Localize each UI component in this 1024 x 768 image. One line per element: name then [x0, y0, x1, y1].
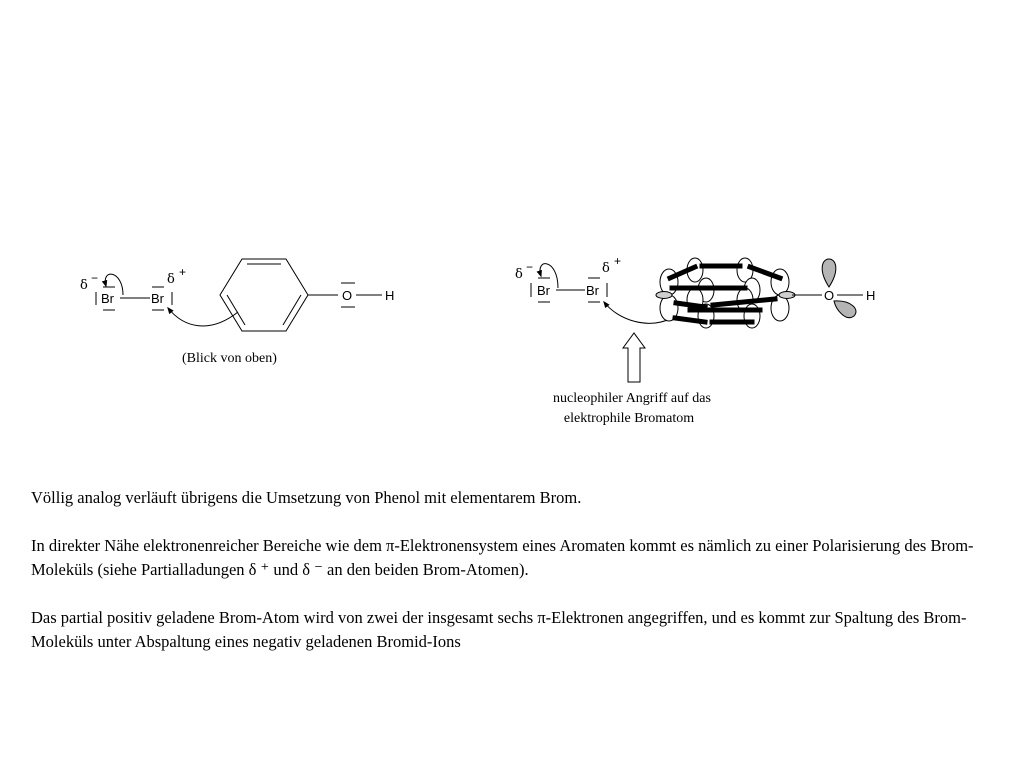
right-delta-plus: δ — [602, 261, 610, 276]
left-attack-arrow — [168, 308, 238, 326]
left-br-atom-1: Br — [101, 291, 114, 306]
paragraph-1: Völlig analog verläuft übrigens die Umsetzung von Phenol mit elementarem Brom. — [31, 488, 582, 507]
paragraph-3: Das partial positiv geladene Brom-Atom wird von zwei der insgesamt sechs π-Elektronen angegriffen, und es kommt zur Spaltung des Brom-Moleküls unter Abspaltung eines negativ geladenen Bromid-Ions — [31, 608, 967, 651]
right-hydrogen-atom: H — [866, 288, 876, 303]
right-br-atom-1: Br — [537, 283, 550, 298]
left-hydrogen-atom: H — [385, 288, 395, 303]
right-scheme — [515, 254, 875, 426]
up-arrow-icon — [623, 333, 645, 382]
explanation-text — [31, 486, 991, 678]
paragraph-2: In direkter Nähe elektronenreicher Bereiche wie dem π-Elektronensystem eines Aromaten kommt es nämlich zu einer Polarisierung des Brom-Moleküls (siehe Partialladungen δ ⁺ und δ ⁻ an den beiden Brom-Atomen). — [31, 536, 974, 579]
left-plus-sign: + — [179, 265, 187, 279]
right-caption-line-1: nucleophiler Angriff auf das — [553, 391, 711, 406]
oxygen-lone-pair-lower — [834, 301, 856, 318]
right-br-atom-2: Br — [586, 283, 599, 298]
right-delta-minus: δ — [515, 267, 523, 282]
left-minus-sign: − — [91, 271, 99, 285]
right-oxygen-atom: O — [824, 288, 835, 303]
left-delta-minus: δ — [80, 278, 88, 293]
left-oxygen-atom: O — [342, 288, 353, 303]
benzene-ring — [220, 259, 308, 331]
left-scheme — [80, 259, 394, 366]
left-br-atom-2: Br — [151, 291, 164, 306]
right-plus-sign: + — [614, 254, 622, 268]
oxygen-lone-pair-upper — [822, 259, 836, 287]
left-delta-plus: δ — [167, 272, 175, 287]
right-minus-sign: − — [526, 260, 534, 274]
right-caption-line-2: elektrophile Bromatom — [563, 411, 695, 426]
left-caption: (Blick von oben) — [182, 351, 277, 366]
